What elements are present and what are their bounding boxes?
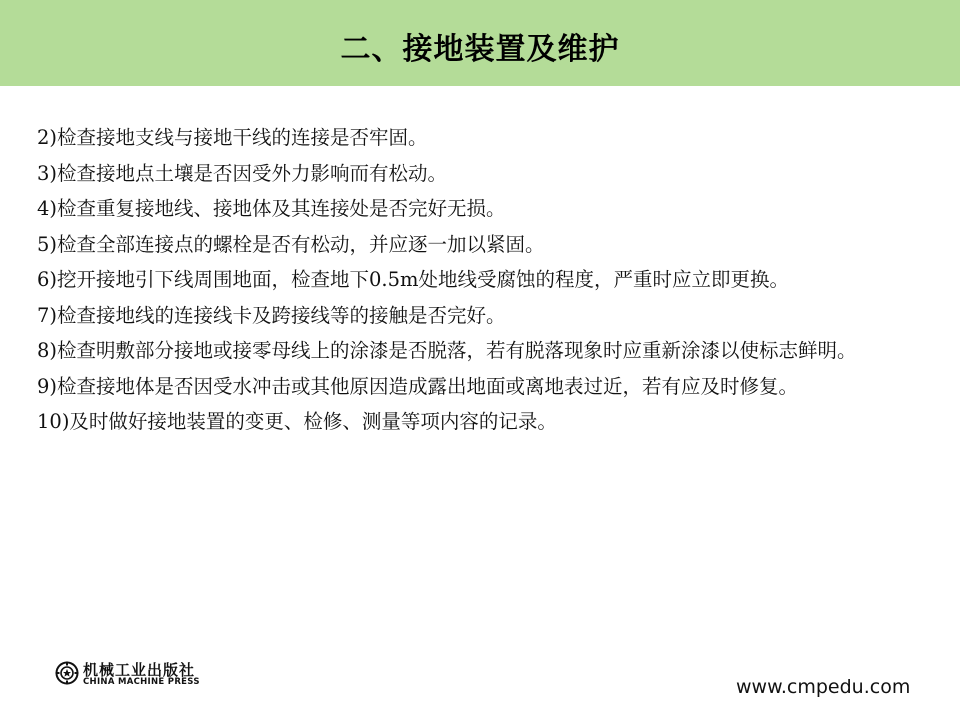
- list-item: 6)挖开接地引下线周围地面，检查地下0.5m处地线受腐蚀的程度，严重时应立即更换。: [37, 268, 790, 291]
- content-list: [37, 120, 942, 440]
- list-item: 2)检查接地支线与接地干线的连接是否牢固。: [37, 126, 428, 149]
- gear-icon: [55, 661, 79, 685]
- publisher-name-cn: 机械工业出版社: [83, 661, 196, 679]
- publisher-logo: [55, 658, 235, 692]
- list-item: 10)及时做好接地装置的变更、检修、测量等项内容的记录。: [37, 410, 557, 433]
- website-url: www.cmpedu.com: [736, 676, 911, 698]
- list-item: 5)检查全部连接点的螺栓是否有松动，并应逐一加以紧固。: [37, 232, 545, 256]
- list-item: 7)检查接地线的连接线卡及跨接线等的接触是否完好。: [37, 303, 506, 327]
- list-item: 9)检查接地体是否因受水冲击或其他原因造成露出地面或离地表过近，若有应及时修复。: [37, 374, 799, 398]
- list-item: 4)检查重复接地线、接地体及其连接处是否完好无损。: [37, 197, 506, 220]
- publisher-name-en: CHINA MACHINE PRESS: [83, 677, 200, 687]
- page-title: 二、接地装置及维护: [340, 32, 620, 67]
- list-item: 8)检查明敷部分接地或接零母线上的涂漆是否脱落，若有脱落现象时应重新涂漆以使标志鲜明。: [37, 339, 857, 362]
- header-band: [0, 0, 960, 86]
- list-item: 3)检查接地点土壤是否因受外力影响而有松动。: [37, 161, 448, 185]
